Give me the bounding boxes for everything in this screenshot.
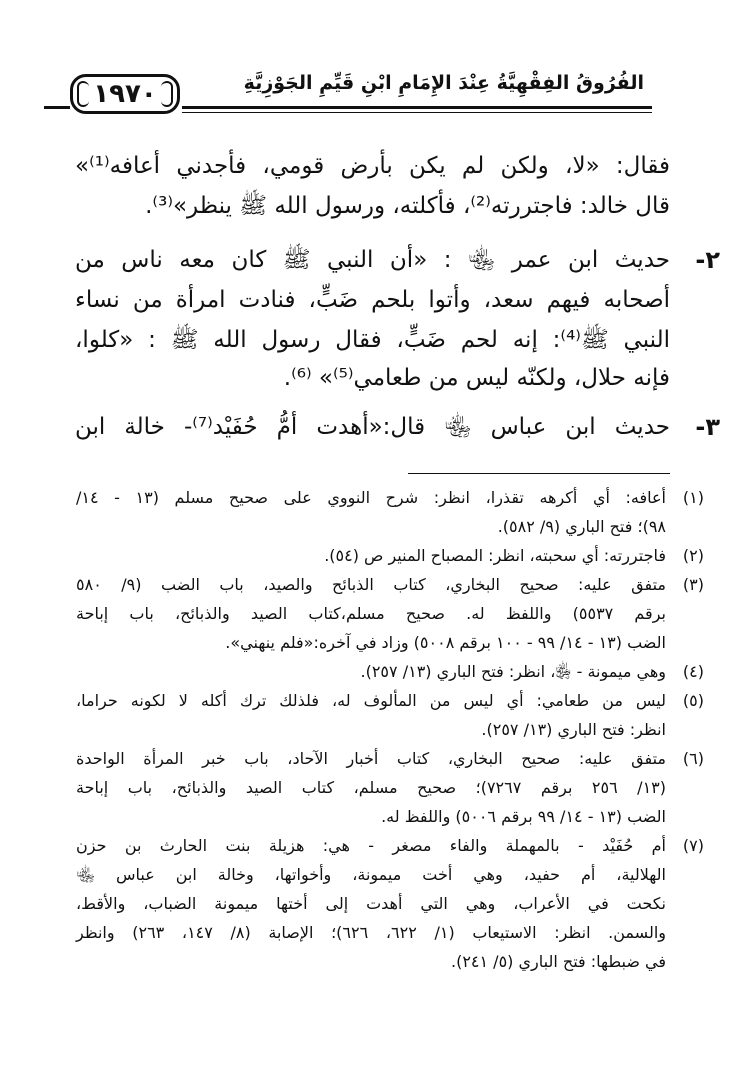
footnote-line: الضب (١٣ - ١٤/ ٩٩ برقم ٥٠٠٦) واللفظ له.: [381, 807, 666, 826]
hadith-2-number: ٢-: [695, 246, 720, 274]
footnote-line: نكحت في الأعراب، وهي التي أهدت إلى أختها ميمونة الضباب، والأقط،: [76, 894, 666, 913]
footnote-line: ٩٨)؛ فتح الباري (٩/ ٥٨٢).: [497, 517, 666, 536]
footnote-number: (١): [682, 488, 704, 507]
header-rule-left: [44, 106, 70, 109]
hadith-2-line-1: حديث ابن عمر ﵄ : «أن النبي ﷺ كان معه ناس من: [75, 247, 670, 273]
footnote-line: وهي ميمونة - ﵂، انظر: فتح الباري (١٣/ ٢٥٧).: [360, 662, 666, 681]
footnote-line: الضب (١٣ - ١٤/ ٩٩ - ١٠٠ برقم ٥٠٠٨) وزاد في آخره:«فلم ينهني».: [225, 633, 666, 652]
hadith-3-number: ٣-: [695, 413, 720, 441]
paragraph-1-line-2: قال خالد: فاجتررته⁽²⁾، فأكلته، ورسول الله ﷺ ينظر»⁽³⁾.: [145, 193, 670, 219]
footnote-line: برقم ٥٥٣٧) واللفظ له. صحيح مسلم،كتاب الصيد والذبائح، باب إباحة: [76, 604, 666, 623]
footnote-separator: [408, 473, 670, 474]
footnote-number: (٢): [682, 546, 704, 565]
footnote-line: متفق عليه: صحيح البخاري، كتاب أخبار الآحاد، باب خبر المرأة الواحدة: [76, 749, 666, 768]
hadith-2-line-2: أصحابه فيهم سعد، وأتوا بلحم ضَبٍّ، فنادت امرأة من نساء: [75, 287, 670, 313]
hadith-2-line-3: النبي ﷺ⁽⁴⁾: إنه لحم ضَبٍّ، فقال رسول الله ﷺ : «كلوا،: [75, 327, 670, 353]
hadith-3-line-1: حديث ابن عباس ﵄ قال:«أهدت أمُّ حُفَيْد⁽⁷⁾- خالة ابن: [75, 414, 670, 440]
page-header: [44, 68, 644, 126]
footnote-line: أعافه: أي أكرهه تقذرا، انظر: شرح النووي على صحيح مسلم (١٣ - ١٤/: [76, 488, 666, 507]
header-rule-thick: [182, 106, 652, 109]
footnote-line: والسمن. انظر: الاستيعاب (١/ ٦٢٢، ٦٢٦)؛ الإصابة (٨/ ١٤٧، ٢٦٣) وانظر: [76, 923, 666, 942]
running-title: الفُرُوقُ الفِقْهِيَّةُ عِنْدَ الإِمَامِ ابْنِ قَيِّمِ الجَوْزِيَّةِ: [243, 72, 644, 94]
footnote-line: (١٣/ ٢٥٦ برقم ٧٢٦٧)؛ صحيح مسلم، كتاب الصيد والذبائح، باب إباحة: [76, 778, 666, 797]
page-number: ١٩٧٠: [93, 79, 157, 109]
footnote-line: انظر: فتح الباري (١٣/ ٢٥٧).: [481, 720, 666, 739]
footnote-line: فاجتررته: أي سحبته، انظر: المصباح المنير ص (٥٤).: [324, 546, 666, 565]
page-number-box: [70, 74, 180, 114]
hadith-2-line-4: فإنه حلال، ولكنّه ليس من طعامي⁽⁵⁾» ⁽⁶⁾.: [283, 365, 670, 391]
header-rule-thin: [182, 112, 652, 113]
footnote-number: (٣): [682, 575, 704, 594]
footnote-line: في ضبطها: فتح الباري (٥/ ٢٤١).: [450, 952, 666, 971]
footnote-line: أم حُفَيْد - بالمهملة والفاء مصغر - هي: هزيلة بنت الحارث بن حزن: [76, 836, 666, 855]
footnote-number: (٤): [682, 662, 704, 681]
paragraph-1-line-1: فقال: «لا، ولكن لم يكن بأرض قومي، فأجدني أعافه⁽¹⁾»: [75, 153, 670, 179]
footnote-line: ليس من طعامي: أي ليس من المألوف له، فلذلك ترك أكله لا لكونه حراما،: [76, 691, 666, 710]
footnote-line: الهلالية، أم حفيد، وهي أخت ميمونة، وأخواتها، وخالة ابن عباس ﵄: [76, 865, 666, 884]
footnote-line: متفق عليه: صحيح البخاري، كتاب الذبائح والصيد، باب الضب (٩/ ٥٨٠: [76, 575, 666, 594]
footnote-number: (٥): [682, 691, 704, 710]
footnote-number: (٦): [682, 749, 704, 768]
footnote-number: (٧): [682, 836, 704, 855]
